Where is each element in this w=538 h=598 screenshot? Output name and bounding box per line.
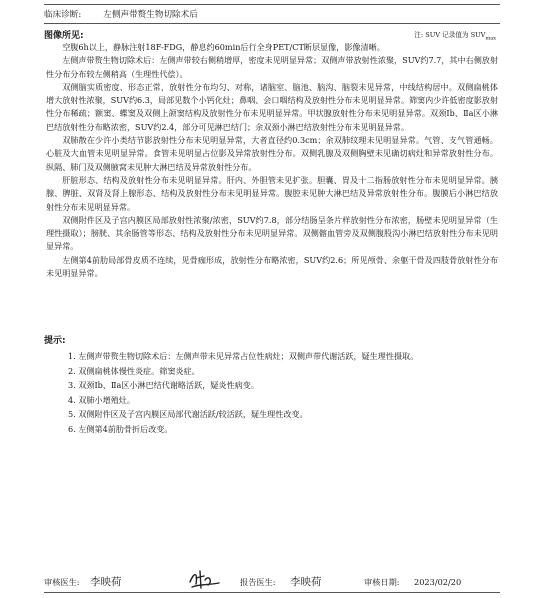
suv-note-subscript: max	[485, 35, 496, 42]
findings-paragraph: 肝脏形态、结构及放射性分布未见明显异常。肝内、外胆管未见扩张。胆囊、胃及十二指肠放射性分布未见明显异常。胰腺、脾脏、双肾及肾上腺形态、结构及放射性分布未见明显异常。腹腔未见肿大淋巴结及异常放射性分布。腹膜后小淋巴结放射性分布未见明显异常。	[46, 174, 498, 212]
report-footer	[44, 574, 504, 590]
section-divider	[44, 23, 500, 24]
handwritten-signature	[186, 568, 222, 590]
findings-paragraph: 双侧附件区及子宫内膜区局部放射性浓聚/浓密，SUV约7.8，部分结肠呈条片样放射性分布浓密，肠壁未见明显异常（生理性摄取）；膀胱、其余肠管等形态、结构及放射性分布未见明显异常。双侧髂血管旁及双侧腹股沟小淋巴结放射性分布未见明显异常。	[46, 214, 498, 252]
findings-paragraph: 左侧第4前肋局部骨皮质不连续，见骨痂形成，放射性分布略浓密，SUV约2.6；所见颅骨、余躯干骨及四肢骨放射性分布未见明显异常。	[46, 254, 498, 279]
clinical-diagnosis-label: 临床诊断:	[44, 10, 82, 20]
suv-note-text: 注: SUV 记录值为 SUV	[414, 31, 486, 39]
reporter-name: 李映荷	[290, 576, 322, 588]
review-date-label: 审核日期:	[364, 577, 400, 587]
findings-paragraph: 空腹6h以上，静脉注射18F-FDG，静息约60min后行全身PET/CT断层显像，影像清晰。	[62, 42, 385, 52]
tip-item: 4. 双肺小增殖灶。	[68, 394, 135, 405]
clinical-diagnosis-value: 左侧声带赘生物切除术后	[103, 10, 198, 20]
review-date-value: 2023/02/20	[414, 577, 462, 587]
tip-item: 6. 左侧第4前肋骨折后改变。	[68, 423, 173, 434]
tips-list	[68, 349, 418, 437]
tip-item: 1. 左侧声带赘生物切除术后：左侧声带未见异常占位性病灶；双侧声带代谢活跃，疑生理性摄取。	[68, 351, 419, 361]
top-rule	[44, 0, 500, 5]
clinical-diagnosis	[44, 8, 198, 20]
reviewer-name: 李映荷	[90, 576, 122, 588]
tip-item: 2. 双侧扁桃体慢性炎症。筛窦炎症。	[68, 365, 200, 376]
findings-body	[46, 41, 498, 280]
tip-item: 3. 双颈Ⅰb、Ⅱa区小淋巴结代谢略活跃，疑炎性病变。	[68, 380, 259, 391]
reviewer-label: 审核医生:	[44, 577, 80, 587]
bottom-rule	[44, 592, 500, 593]
findings-paragraph: 双侧脑实质密度、形态正常，放射性分布均匀、对称，诸脑室、脑池、脑沟、脑裂未见异常，中线结构居中。双侧扁桃体增大放射性浓聚，SUV约6.3，局部见数个小钙化灶；鼻咽、会口咽结构及放射性分布未见明显异常。筛窦内少许低密度影放射性分布稀疏；额窦、蝶窦及双侧上颌窦结构及放射性分布未见明显异常。甲状腺放射性分布未见明显异常。双颈Ⅰb、Ⅱa区小淋巴结放射性分布略浓密，SUV约2.4，部分可见淋巴结门；余双颈小淋巴结放射性分布未见明显异常。	[46, 81, 498, 132]
findings-paragraph: 双肺散在少许小类结节影放射性分布未见明显异常，大者直径约0.3cm；余双肺纹理未见明显异常。气管、支气管通畅。心脏及大血管未见明显异常。食管未见明显占位影及异常放射性分布。双侧乳腺及双侧胸壁未见确切病灶和异常放射性分布。纵隔、肺门及双侧腋窝未见肿大淋巴结及异常放射性分布。	[46, 135, 498, 172]
findings-paragraph: 左侧声带赘生物切除术后：左侧声带较右侧稍增厚，密度未见明显异常；双侧声带放射性浓聚，SUV约7.7，其中右侧放射性分布分布较左侧稍高（生理性代偿）。	[46, 55, 498, 79]
reporter-label: 报告医生:	[240, 577, 276, 587]
tip-item: 5. 双侧附件区及子宫内膜区局部代谢活跃/较活跃，疑生理性改变。	[68, 409, 308, 420]
findings-title: 图像所见:	[44, 31, 84, 41]
suv-note	[414, 29, 496, 41]
tips-title: 提示:	[44, 336, 66, 346]
